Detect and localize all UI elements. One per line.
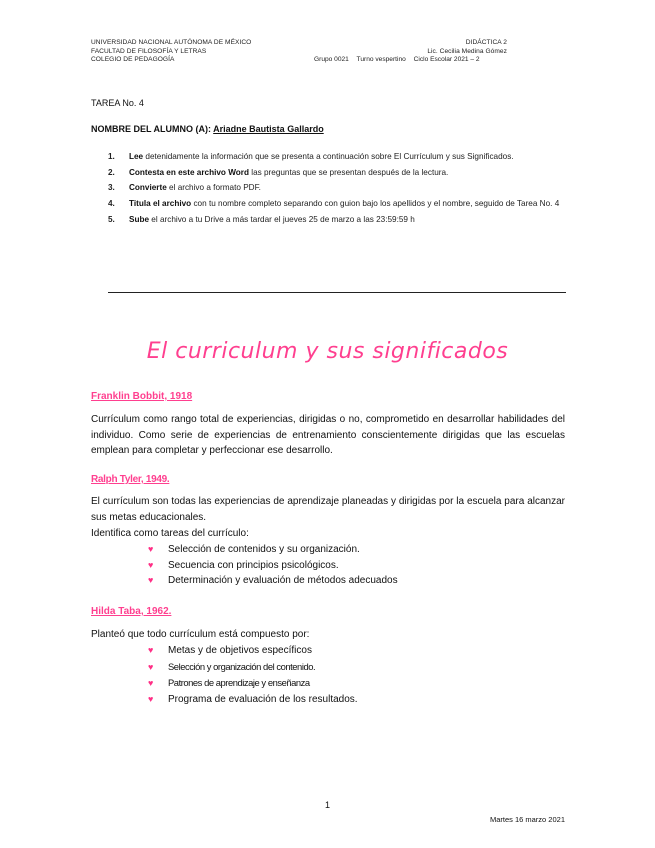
heart-bullet-icon: ♥ [148,678,153,689]
list-item-text: Metas y de objetivos específicos [168,645,312,656]
student-line [91,124,324,134]
header-university: UNIVERSIDAD NACIONAL AUTÓNOMA DE MÉXICO [91,39,252,46]
instruction-number: 2. [108,167,115,177]
assignment-title: TAREA No. 4 [91,98,144,108]
header-course [427,39,507,56]
instruction-item [108,197,566,211]
paragraph-bobbit: Currículum como rango total de experiencias, dirigidas o no, comprometido en desarrollar habilidades del individuo. Como serie de experiencias de entrenamiento conscientemente dirigidas que las escuelas emplean para completar y perfeccionar ese desarrollo. [91,414,565,457]
instruction-list [108,150,566,229]
list-item-text: Determinación y evaluación de métodos adecuados [168,575,398,587]
instruction-verb: Sube [129,214,150,224]
heart-bullet-icon: ♥ [148,693,154,704]
instruction-text: detenidamente la información que se presenta a continuación sobre El Currículum y sus Significados. [143,152,514,161]
instruction-number: 3. [108,183,115,193]
paragraph-tyler: El currículum son todas las experiencias de aprendizaje planeadas y dirigidas por la escuela para alcanzar sus metas educacionales. [91,496,565,523]
section-divider [108,292,566,293]
page-number: 1 [324,800,330,810]
header-group: Grupo 0021 [314,56,349,63]
header-shift: Turno vespertino [356,56,406,63]
tyler-task-list [148,542,398,589]
header-college: COLEGIO DE PEDAGOGÍA [91,56,175,64]
instruction-text: el archivo a tu Drive a más tardar el jueves 25 de marzo a las 23:59:59 h [149,214,415,224]
instruction-text: con tu nombre completo separando con guion bajo los apellidos y el nombre, seguido de Tarea No. 4 [191,199,560,209]
list-item-text: Selección y organización del contenido. [168,660,316,672]
taba-component-list [148,643,358,707]
list-item-text: Patrones de aprendizaje y enseñanza [168,677,310,689]
instruction-verb: Convierte [129,183,167,193]
document-title: El curriculum y sus significados [146,339,509,364]
list-item [148,573,398,589]
instruction-verb: Titula el archivo [129,199,192,209]
author-heading-taba: Hilda Taba, 1962. [91,606,172,617]
list-item [148,558,398,574]
instruction-text: el archivo a formato PDF. [166,183,261,193]
list-item [148,643,358,659]
heart-bullet-icon: ♥ [148,544,154,554]
list-item [148,692,358,708]
header-institution [91,39,251,65]
footer-date: Martes 16 marzo 2021 [489,815,565,824]
list-item-text: Secuencia con principios psicológicos. [168,559,339,571]
heart-bullet-icon: ♥ [148,645,154,655]
instruction-item [108,213,566,227]
author-heading-tyler: Ralph Tyler, 1949. [91,474,170,485]
instruction-number: 1. [108,152,115,161]
student-label: NOMBRE DEL ALUMNO (A): [91,124,211,134]
student-name: Ariadne Bautista Gallardo [213,124,324,134]
list-item [148,659,358,676]
header-faculty: FACULTAD DE FILOSOFÍA Y LETRAS [91,47,207,55]
instruction-item [108,181,566,195]
instruction-item [108,166,566,180]
instruction-number: 4. [108,199,115,209]
heart-bullet-icon: ♥ [148,559,154,570]
header-teacher: Lic. Cecilia Medina Gómez [427,47,507,55]
list-item [148,675,358,692]
instruction-verb: Lee [129,152,144,161]
instruction-verb: Contesta en este archivo Word [129,167,249,177]
instruction-item [108,150,566,164]
header-subject: DIDÁCTICA 2 [465,39,507,46]
list-item-text: Programa de evaluación de los resultados. [168,693,358,705]
header-group-info [314,56,486,63]
list-item-text: Selección de contenidos y su organización. [168,544,360,555]
header-cycle: Ciclo Escolar 2021 – 2 [413,56,480,63]
instruction-number: 5. [108,214,115,224]
heart-bullet-icon: ♥ [148,575,154,586]
heart-bullet-icon: ♥ [148,661,153,672]
taba-intro: Planteó que todo currículum está compuesto por: [91,629,310,640]
list-item [148,542,398,558]
author-heading-bobbit: Franklin Bobbit, 1918 [91,391,193,402]
tyler-intro: Identifica como tareas del currículo: [91,528,249,539]
instruction-text: las preguntas que se presentan después de la lectura. [248,167,449,177]
